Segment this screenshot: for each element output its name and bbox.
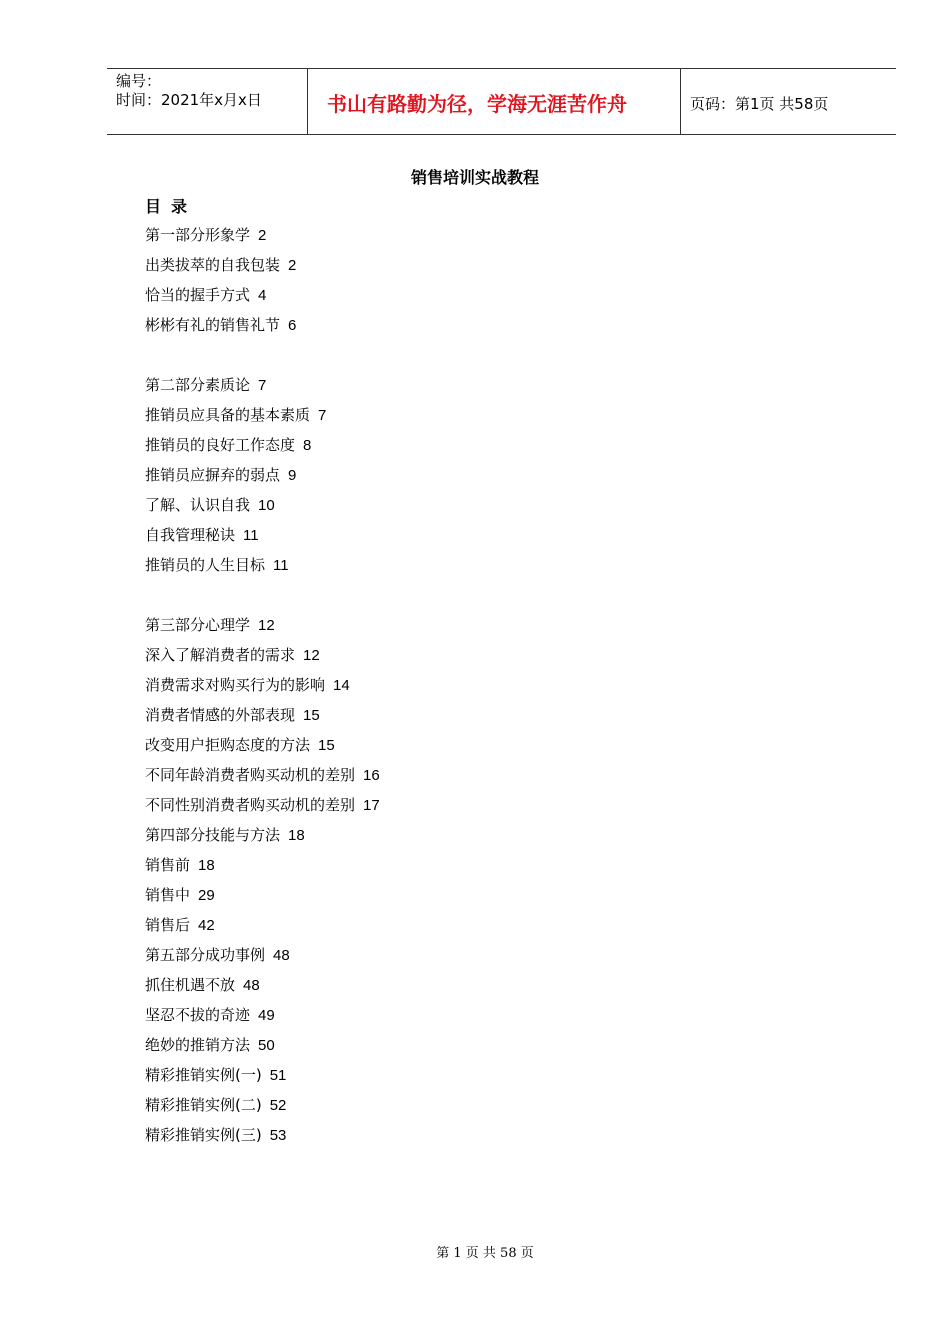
table-of-contents [145,220,380,1150]
toc-item-label: 推销员的良好工作态度 [145,436,296,454]
toc-item[interactable] [145,310,380,340]
toc-item[interactable] [145,820,380,850]
toc-item-label: 抓住机遇不放 [145,976,236,994]
toc-item-label: 改变用户拒购态度的方法 [145,736,311,754]
toc-item-label: 精彩推销实例(三) [145,1126,262,1144]
toc-item-label: 第五部分成功事例 [145,946,266,964]
toc-item-label: 深入了解消费者的需求 [145,646,296,664]
toc-item[interactable] [145,550,380,580]
toc-item[interactable] [145,370,380,400]
toc-item-label: 出类拔萃的自我包装 [145,256,281,274]
toc-item[interactable] [145,1120,380,1150]
toc-item-page-number: 52 [269,1097,287,1114]
toc-item[interactable] [145,940,380,970]
toc-item-page-number: 48 [273,947,290,964]
toc-item-page-number: 2 [258,227,267,244]
toc-item-page-number: 11 [243,527,259,544]
date-label: 时间：2021年x月x日 [116,91,262,109]
toc-item-page-number: 8 [303,437,312,454]
toc-item-page-number: 9 [288,467,297,484]
toc-item-page-number: 6 [288,317,297,334]
toc-item[interactable] [145,430,380,460]
toc-item-page-number: 2 [288,257,297,274]
motto-text: 书山有路勤为径，学海无涯苦作舟 [327,92,627,116]
toc-item-label: 消费者情感的外部表现 [145,706,296,724]
toc-item-label: 了解、认识自我 [145,496,251,514]
toc-item-page-number: 17 [363,797,380,814]
toc-item[interactable] [145,730,380,760]
toc-item-page-number: 14 [333,677,350,694]
toc-item[interactable] [145,880,380,910]
header-motto-cell [308,69,681,134]
toc-item[interactable] [145,280,380,310]
toc-item-label: 销售中 [145,886,191,904]
toc-item[interactable] [145,850,380,880]
toc-item[interactable] [145,460,380,490]
toc-item-label: 彬彬有礼的销售礼节 [145,316,281,334]
toc-item-label: 销售后 [145,916,191,934]
toc-item-page-number: 7 [258,377,267,394]
toc-item[interactable] [145,1090,380,1120]
toc-item[interactable] [145,1030,380,1060]
toc-item-label: 坚忍不拔的奇迹 [145,1006,251,1024]
toc-item[interactable] [145,490,380,520]
toc-item[interactable] [145,970,380,1000]
toc-item[interactable] [145,760,380,790]
toc-item-page-number: 7 [318,407,327,424]
toc-item-page-number: 49 [258,1007,275,1024]
toc-item-page-number: 42 [198,917,215,934]
toc-item-label: 推销员应具备的基本素质 [145,406,311,424]
document-title: 销售培训实战教程 [410,168,539,187]
toc-item-label: 推销员应摒弃的弱点 [145,466,281,484]
toc-item-label: 销售前 [145,856,191,874]
toc-item-page-number: 29 [198,887,215,904]
toc-item-page-number: 53 [269,1127,287,1144]
toc-item-page-number: 12 [303,647,320,664]
toc-item-page-number: 16 [363,767,380,784]
toc-item-page-number: 12 [258,617,275,634]
toc-item[interactable] [145,640,380,670]
toc-item-label: 自我管理秘诀 [145,526,236,544]
toc-item[interactable] [145,1060,380,1090]
toc-item-page-number: 50 [258,1037,275,1054]
toc-item-label: 绝妙的推销方法 [145,1036,251,1054]
toc-heading: 目录 [145,197,198,216]
toc-item-label: 推销员的人生目标 [145,556,266,574]
document-header-table [107,68,896,135]
header-page-cell [681,69,896,134]
toc-item[interactable] [145,790,380,820]
toc-item-page-number: 15 [303,707,320,724]
toc-item[interactable] [145,400,380,430]
toc-item-page-number: 18 [198,857,215,874]
toc-item[interactable] [145,1000,380,1030]
toc-item-page-number: 48 [243,977,260,994]
page-code-label: 页码：第1页 共58页 [690,95,829,113]
toc-item-label: 第四部分技能与方法 [145,826,281,844]
toc-item-label: 消费需求对购买行为的影响 [145,676,326,694]
toc-item[interactable] [145,250,380,280]
toc-item-label: 精彩推销实例(二) [145,1096,262,1114]
toc-item-label: 第三部分心理学 [145,616,251,634]
toc-item[interactable] [145,520,380,550]
toc-item[interactable] [145,910,380,940]
toc-item[interactable] [145,220,380,250]
toc-item-label: 第一部分形象学 [145,226,251,244]
toc-item-page-number: 51 [269,1067,287,1084]
toc-item-label: 不同年龄消费者购买动机的差别 [145,766,356,784]
toc-item[interactable] [145,700,380,730]
header-meta-cell [107,69,308,134]
toc-item-page-number: 11 [273,557,289,574]
toc-item-page-number: 10 [258,497,275,514]
toc-item-label: 不同性别消费者购买动机的差别 [145,796,356,814]
toc-item[interactable] [145,670,380,700]
serial-number-label: 编号： [116,72,162,90]
toc-item-label: 第二部分素质论 [145,376,251,394]
toc-item-page-number: 18 [288,827,305,844]
page-footer: 第 1 页 共 58 页 [436,1246,534,1261]
toc-item-page-number: 4 [258,287,267,304]
toc-item[interactable] [145,610,380,640]
toc-item-label: 精彩推销实例(一) [145,1066,262,1084]
toc-item-label: 恰当的握手方式 [145,286,251,304]
toc-item-page-number: 15 [318,737,335,754]
